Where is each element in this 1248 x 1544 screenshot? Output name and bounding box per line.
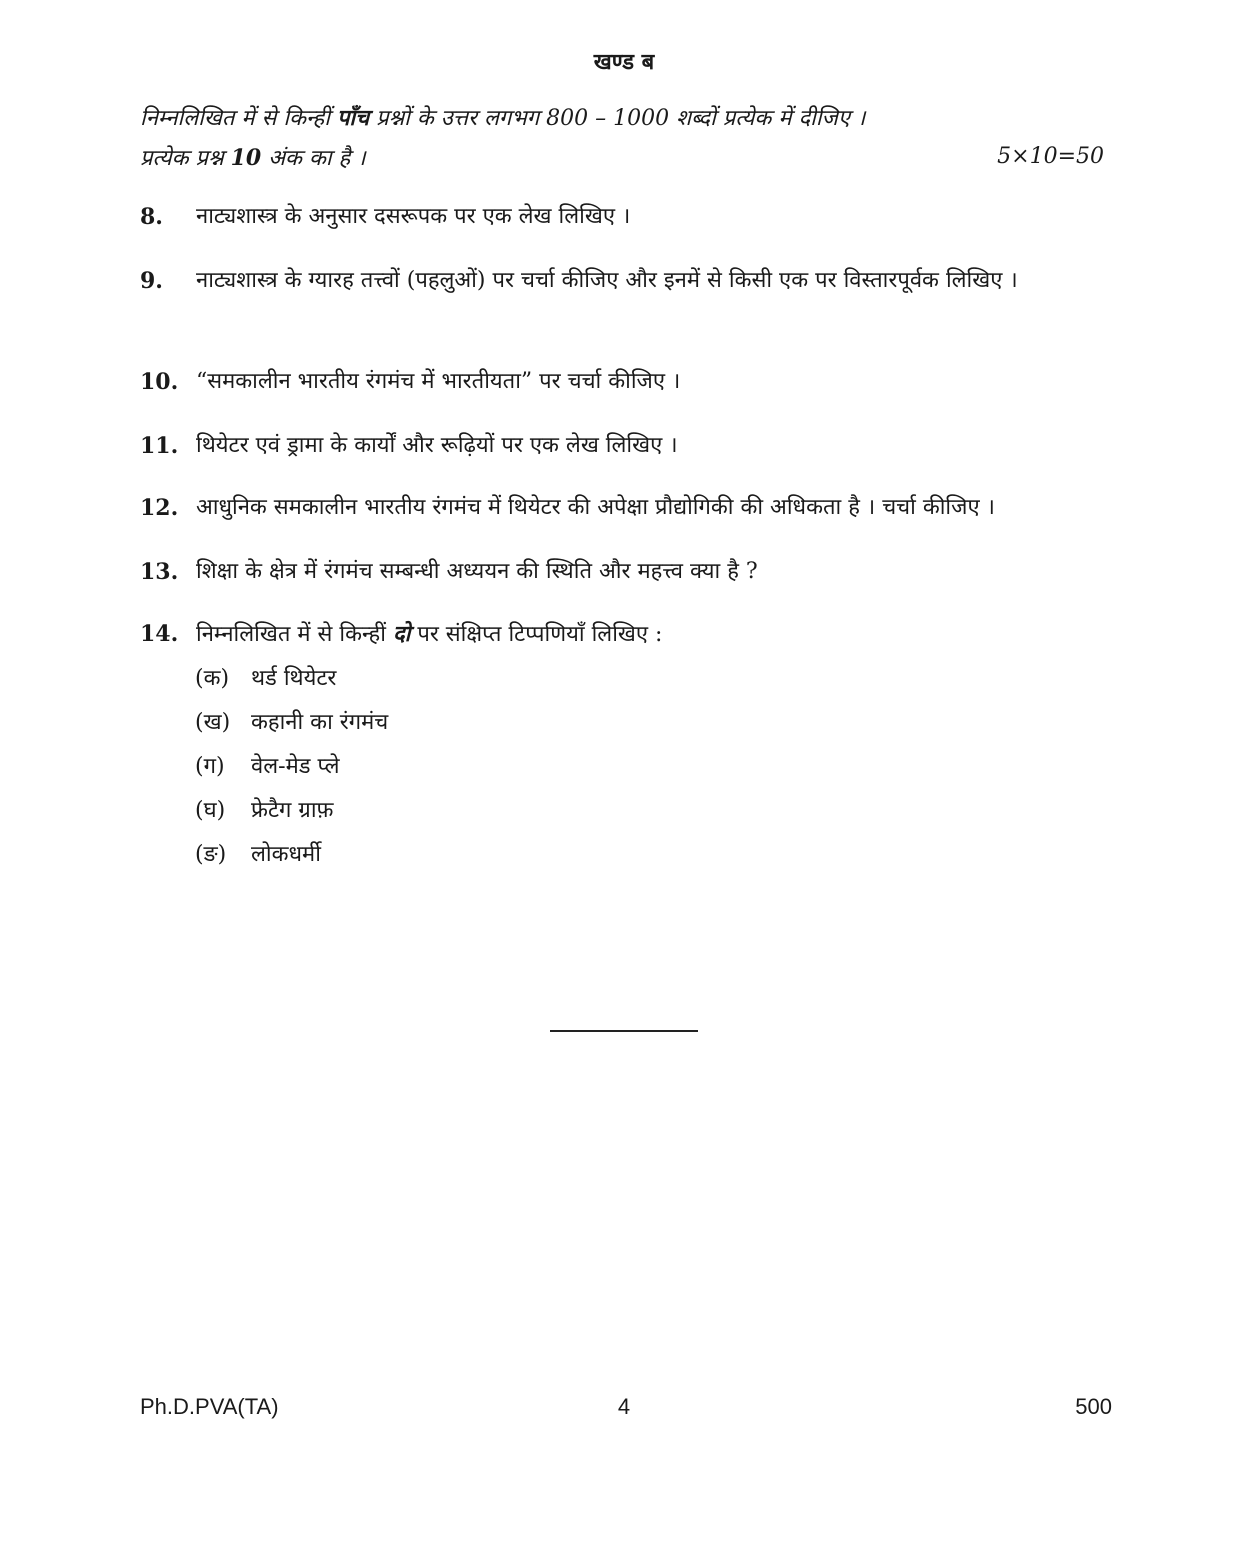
sub-question: [195, 750, 388, 794]
sub-question-label: (क): [195, 666, 230, 691]
instruction-line-1: [140, 102, 865, 132]
sub-question-text: कहानी का रंगमंच: [251, 710, 389, 735]
instruction-line-2: [140, 142, 366, 172]
instruction-text: प्रत्येक प्रश्न: [140, 146, 231, 171]
sub-question-text: थर्ड थियेटर: [251, 666, 337, 691]
sub-question-text: लोकधर्मी: [251, 842, 321, 867]
question-14: [140, 617, 1108, 652]
question-text-part: पर संक्षिप्त टिप्पणियाँ लिखिए :: [410, 622, 663, 647]
question-number: 8.: [140, 204, 163, 230]
sub-question-label: (घ): [195, 798, 226, 823]
end-of-paper-rule: [550, 1030, 698, 1032]
question-emphasis: दो: [392, 621, 411, 647]
sub-question-label: (ङ): [195, 842, 227, 867]
question-text: आधुनिक समकालीन भारतीय रंगमंच में थियेटर की अपेक्षा प्रौद्योगिकी की अधिकता है । चर्चा कीजिए ।: [196, 495, 995, 520]
question-number: 13.: [140, 559, 179, 585]
question-8: [140, 200, 1108, 234]
question-number: 11.: [140, 433, 179, 459]
question-number: 9.: [140, 268, 163, 294]
sub-question: [195, 706, 388, 750]
question-text: नाट्यशास्त्र के अनुसार दसरूपक पर एक लेख लिखिए ।: [196, 204, 631, 229]
sub-question-label: (ग): [195, 754, 225, 779]
sub-question: [195, 794, 388, 838]
sub-question-label: (ख): [195, 710, 231, 735]
instruction-marks-value: 10: [230, 145, 262, 171]
question-number: 12.: [140, 495, 179, 521]
question-text: शिक्षा के क्षेत्र में रंगमंच सम्बन्धी अध्ययन की स्थिति और महत्त्व क्या है ?: [196, 559, 758, 584]
sub-question: [195, 838, 388, 882]
instruction-text: निम्नलिखित में से किन्हीं: [140, 106, 337, 131]
footer-serial-number: 500: [1075, 1394, 1112, 1419]
question-text: [196, 617, 1108, 652]
question-12: [140, 491, 1108, 525]
question-10: [140, 365, 1108, 399]
footer-page-number: 4: [617, 1394, 631, 1419]
sub-question-list: [195, 662, 388, 882]
sub-question-text: वेल-मेड प्ले: [251, 754, 340, 779]
question-text-part: निम्नलिखित में से किन्हीं: [196, 622, 393, 647]
question-13: [140, 555, 1108, 589]
instruction-text: अंक का है ।: [261, 146, 366, 171]
instruction-count: पाँच: [336, 105, 370, 131]
marks-total: 5×10=50: [997, 144, 1104, 169]
question-9: [140, 264, 1108, 298]
section-heading: खण्ड ब: [593, 49, 655, 75]
question-11: [140, 429, 1108, 463]
question-number: 10.: [140, 369, 179, 395]
question-text: थियेटर एवं ड्रामा के कार्यों और रूढ़ियों पर एक लेख लिखिए ।: [196, 433, 678, 458]
question-text: “समकालीन भारतीय रंगमंच में भारतीयता” पर चर्चा कीजिए ।: [196, 369, 681, 394]
sub-question-text: फ्रेटैग ग्राफ़: [251, 798, 334, 823]
instruction-text: प्रश्नों के उत्तर लगभग 800 – 1000 शब्दों प्रत्येक में दीजिए ।: [369, 106, 866, 131]
sub-question: [195, 662, 388, 706]
footer-paper-code: Ph.D.PVA(TA): [140, 1394, 279, 1419]
question-text: नाट्यशास्त्र के ग्यारह तत्त्वों (पहलुओं) पर चर्चा कीजिए और इनमें से किसी एक पर विस्तारपूर्वक लिखिए ।: [196, 268, 1018, 293]
question-number: 14.: [140, 621, 179, 647]
